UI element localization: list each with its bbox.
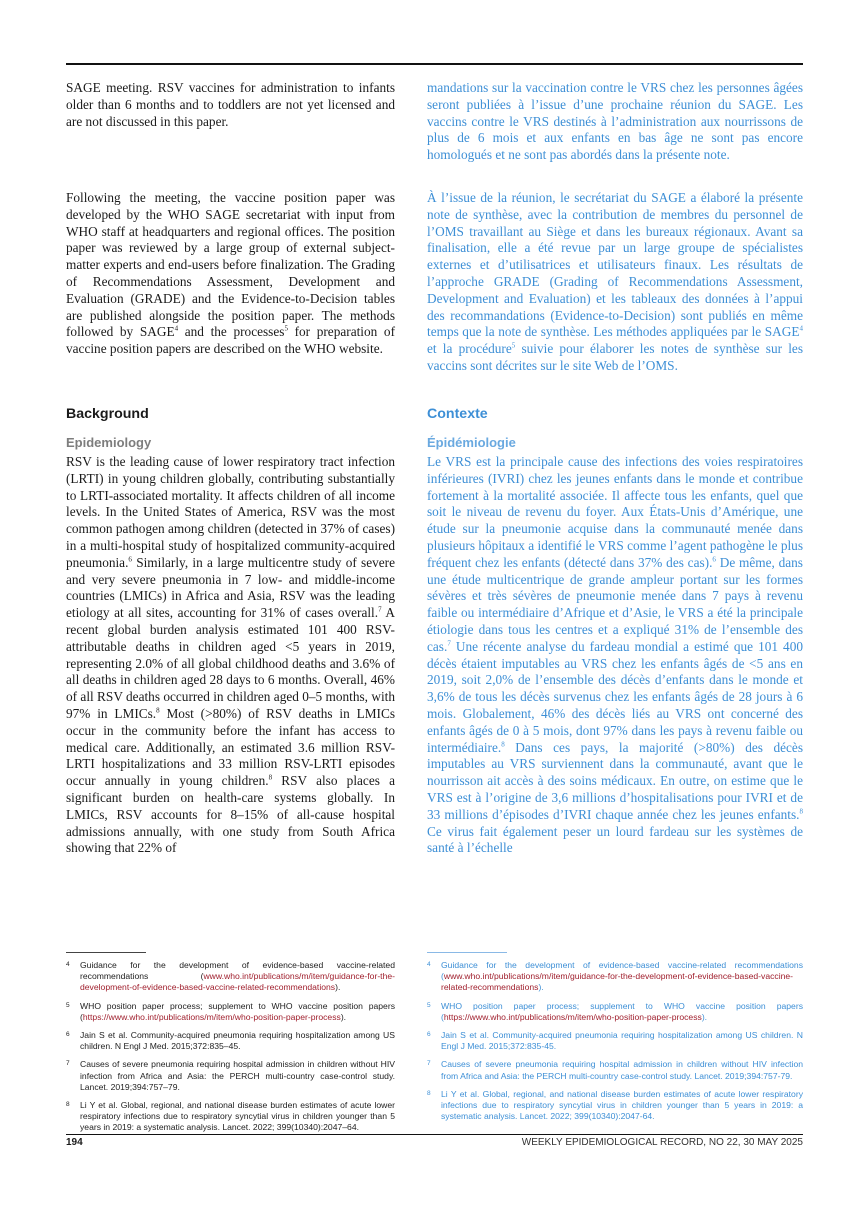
en-epidemiology-paragraph: RSV is the leading cause of lower respiratory tract infection (LRTI) in young children globally, contributing substantially to LRTI-associated mortality. It affects children of all income levels. In the United States of America, RSV was the most common pathogen among children (detected in 37% of cases) in a multi-hospital study of hospitalized community-acquired pneumonia.$^6$ Similarly, in a large multicentre study of severe and very severe pneumonia in 7 low- and middle-income countries (LMICs) in Africa and Asia, RSV was the leading etiology at all sites, accounting for 31% of cases overall.$^7$ A recent global burden analysis estimated 101 400 RSV-attributable deaths in children aged <5 years in 2019, representing 2.0% of all global childhood deaths and 3.6% of all deaths in children aged 28 days to 6 months. Overall, 46% of all RSV deaths occurred in children aged 0–5 months, with 97% in LMICs.$^8$ Most (>80%) of RSV deaths in LMICs occur in the community before the infant has access to medical care. Additionally, an estimated 3.6 million RSV-LRTI hospitalizations and 33 million RSV-LRTI episodes occur annually in young children.$^8$ RSV also places a significant burden on health-care systems globally. In LMICs, RSV accounts for 8–15% of all-cause hospital admissions annually, with one study from South Africa showing that 22% of xyxy=(66,454,395,856)
fr-intro-paragraph: mandations sur la vaccination contre le VRS chez les personnes âgées seront publiées à l’issue d’une prochaine réunion du SAGE. Les vaccins contre le VRS destinés à l’administration aux nourrissons de plus de 6 mois et aux enfants en bas âge ne sont pas encore homologués et ne sont pas abordés dans la présente note. xyxy=(427,80,803,163)
footnote-link[interactable]: www.who.int/publications/m/item/guidance-for-the-development-of-evidence-based-vaccine-related-recommendations xyxy=(441,971,794,993)
fr-epidemiology-block xyxy=(427,454,803,857)
fr-intro-tail xyxy=(427,80,803,164)
footnote: 4 Guidance for the development of evidence-based vaccine-related recommendations (www.who.int/publications/m/item/guidance-for-the-development-of-evidence-based-vaccine-related-recommendations). xyxy=(66,960,395,993)
en-following-block xyxy=(66,190,395,358)
contexte-heading: Contexte xyxy=(427,406,488,422)
en-intro-paragraph: SAGE meeting. RSV vaccines for administration to infants older than 6 months and to toddlers are not yet licensed and are not discussed in this paper. xyxy=(66,80,395,129)
fr-following-block xyxy=(427,190,803,375)
epidemiologie-heading: Épidémiologie xyxy=(427,435,516,450)
running-title: WEEKLY EPIDEMIOLOGICAL RECORD, NO 22, 30 MAY 2025 xyxy=(521,1137,803,1148)
fr-footnote-rule xyxy=(427,952,507,953)
en-intro-tail xyxy=(66,80,395,130)
footnote-link[interactable]: https://www.who.int/publications/m/item/who-position-paper-process xyxy=(443,1011,702,1022)
footnote: 5 WHO position paper process; supplement to WHO vaccine position papers (https://www.who.int/publications/m/item/who-position-paper-process). xyxy=(427,1000,803,1022)
fr-following-paragraph: À l’issue de la réunion, le secrétariat du SAGE a élaboré la présente note de synthèse, avec la contribution de membres du personnel de l’OMS travaillant au Siège et dans les bureaux régionaux. Avant sa finalisation, elle a été revue par un large groupe de spécialistes externes et d’utilisatrices et utilisateurs finaux. Les résultats de l’approche GRADE (Grading of Recommendations Assessment, Development and Evaluation) et les tableaux des données à l’appui des recommandations (Evidence-to-Decision) sont publiés en même temps que la note de synthèse. Les méthodes appliquées par le SAGE$^4$ et la procédure$^5$ suivie pour élaborer les notes de synthèse sur les vaccins sont décrites sur le site Web de l’OMS. xyxy=(427,190,804,373)
footnote: 6 Jain S et al. Community-acquired pneumonia requiring hospitalization among US children. N Engl J Med. 2015;372:835-45. xyxy=(427,1030,803,1052)
top-rule xyxy=(66,63,803,65)
footnote: 7 Causes of severe pneumonia requiring hospital admission in children without HIV infection from Africa and Asia: the PERCH multi-country case-control study. Lancet. 2019;394:757–79. xyxy=(66,1059,395,1092)
bottom-rule xyxy=(66,1134,803,1135)
en-epidemiology-block xyxy=(66,454,395,857)
epidemiology-heading: Epidemiology xyxy=(66,435,152,450)
footnote-link[interactable]: https://www.who.int/publications/m/item/who-position-paper-process xyxy=(82,1011,341,1022)
page-number: 194 xyxy=(66,1137,83,1148)
fr-footnotes xyxy=(427,960,803,1129)
background-heading: Background xyxy=(66,406,149,422)
footnote-link[interactable]: www.who.int/publications/m/item/guidance-for-the-development-of-evidence-based-vaccine-related-recommendations xyxy=(80,971,395,993)
en-footnotes xyxy=(66,960,395,1141)
fr-epidemiology-paragraph: Le VRS est la principale cause des infections des voies respiratoires inférieures (IVRI) chez les jeunes enfants dans le monde et contribue fortement à la mortalité associée. Il affecte tous les enfants, quel que soit le niveau de revenu du foyer. Aux États-Unis d’Amérique, une étude sur la pneumonie acquise dans la communauté menée dans plusieurs hôpitaux a identifié le VRS comme l’agent pathogène le plus fréquent chez les enfants (détecté dans 37% des cas).$^6$ De même, dans une étude multicentrique de grande ampleur portant sur les formes sévères et très sévères de pneumonie menée dans 7 pays à revenu faible ou intermédiaire d’Afrique et d’Asie, le VRS a été la principale étiologie dans tous les centres et a expliqué 31% de l’ensemble des cas.$^7$ Une récente analyse du fardeau mondial a estimé que 101 400 décès étaient imputables au VRS chez les enfants âgés de <5 ans en 2019, soit 2,0% de l’ensemble des décès d’enfants dans le monde et 3,6% de tous les décès survenus chez les enfants âgés de 28 jours à 6 mois. Globalement, 46% des décès liés au VRS ont concerné des enfants âgés de 0 à 5 mois, dont 97% dans les pays à revenu faible ou intermédiaire.$^8$ Dans ces pays, la majorité (>80%) des décès imputables au VRS surviennent dans la communauté, avant que le nourrisson ait accès à des soins médicaux. En outre, on estime que le VRS est à l’origine de 3,6 millions d’hospitalisations pour IVRI et de 33 millions d’épisodes d’IVRI chaque année chez les jeunes enfants.$^8$ Ce virus fait également peser un lourd fardeau sur les systèmes de santé à l’échelle xyxy=(427,454,803,856)
en-following-paragraph: Following the meeting, the vaccine position paper was developed by the WHO SAGE secretariat with input from WHO staff at headquarters and regional offices. The position paper was reviewed by a large group of external subject-matter experts and end-users before finalization. The Grading of Recommendations Assessment, Development and Evaluation (GRADE) and the Evidence-to-Decision tables are published alongside the position paper. The methods followed by SAGE$^4$ and the processes$^5$ for preparation of vaccine position papers are described on the WHO website. xyxy=(66,190,396,357)
footnote: 6 Jain S et al. Community-acquired pneumonia requiring hospitalization among US children. N Engl J Med. 2015;372:835–45. xyxy=(66,1030,395,1052)
footnote: 7 Causes of severe pneumonia requiring hospital admission in children without HIV infection from Africa and Asia: the PERCH multi-country case-control study. Lancet. 2019;394:757-79. xyxy=(427,1059,803,1081)
footnote: 5 WHO position paper process; supplement to WHO vaccine position papers (https://www.who.int/publications/m/item/who-position-paper-process). xyxy=(66,1000,395,1022)
en-footnote-rule xyxy=(66,952,146,953)
footnote: 8 Li Y et al. Global, regional, and national disease burden estimates of acute lower respiratory infections due to respiratory syncytial virus in children younger than 5 years in 2019: a systematic analysis. Lancet. 2022; 399(10340):2047-64. xyxy=(427,1088,803,1122)
footnote: 4 Guidance for the development of evidence-based vaccine-related recommendations (www.who.int/publications/m/item/guidance-for-the-development-of-evidence-based-vaccine-related-recommendations). xyxy=(427,960,803,993)
footnote: 8 Li Y et al. Global, regional, and national disease burden estimates of acute lower respiratory infections due to respiratory syncytial virus in children younger than 5 years in 2019: a systematic analysis. Lancet. 2022; 399(10340):2047–64. xyxy=(66,1100,395,1133)
